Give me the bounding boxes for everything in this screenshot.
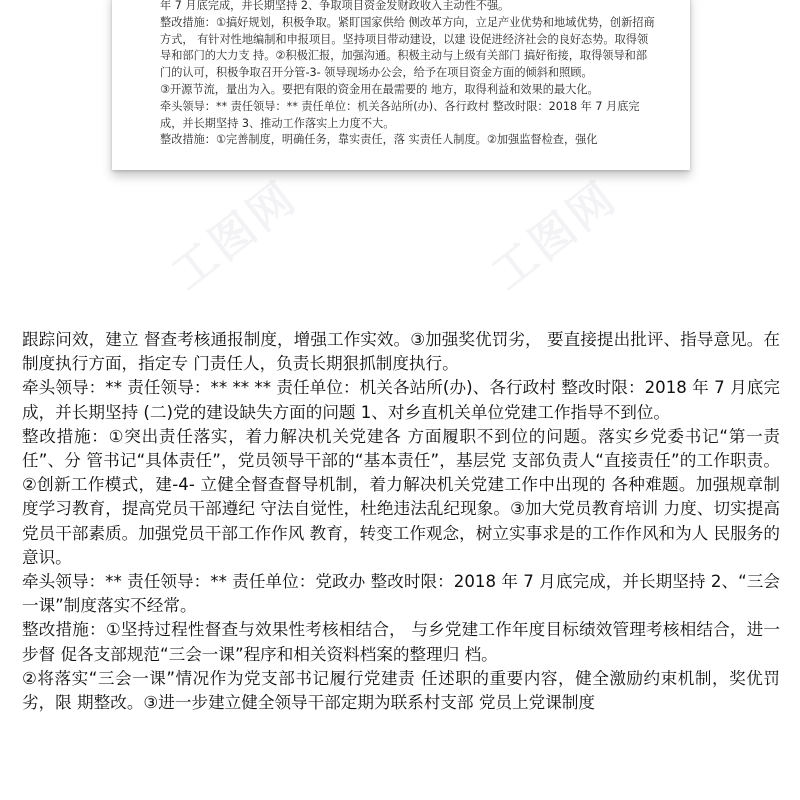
body-paragraph: 跟踪问效，建立 督查考核通报制度，增强工作实效。③加强奖优罚劣， 要直接提出批评、指导意见。在制度执行方面，指定专 门责任人，负责长期狠抓制度执行。 bbox=[22, 330, 780, 374]
preview-paragraph: 整改措施：①完善制度，明确任务，靠实责任，落 实责任人制度。②加强监督检查，强化 bbox=[160, 133, 598, 147]
preview-paragraph: 年 7 月底完成，并长期坚持 2、争取项目资金发财政收入主动性不强。 bbox=[160, 0, 510, 12]
watermark-logo: 工图网 bbox=[482, 171, 628, 300]
body-paragraph: ②将落实“三会一课”情况作为党支部书记履行党建责 任述职的重要内容，健全激励约束机制，奖优罚劣，限 期整改。③进一步建立健全领导干部定期为联系村支部 党员上党课制度 bbox=[22, 668, 780, 713]
watermark-logo: 工图网 bbox=[162, 171, 308, 300]
preview-paragraph: 整改措施：①搞好规划，积极争取。紧盯国家供给 侧改革方向，立足产业优势和地域优势，创新招商方式， 有针对性地编制和申报项目。坚持项目带动建设，以建 设促进经济社会的良好态势。取得领导和部门的大力支 持。②积极汇报，加强沟通。积极主动与上级有关部门 搞好衔接，取得领导和部门的认可，积极争取召开分管-3- 领导现场办公会，给予在项目资金方面的倾斜和照顾。 bbox=[160, 15, 655, 80]
preview-paragraph: ③开源节流，量出为入。要把有限的资金用在最需要的 地方，取得利益和效果的最大化。 bbox=[160, 82, 599, 96]
body-paragraph: 整改措施：①突出责任落实，着力解决机关党建各 方面履职不到位的问题。落实乡党委书记“第一责任”、分 管书记“具体责任”，党员领导干部的“基本责任”，基层党 支部负责人“直接责任”的工作职责。②创新工作模式，建-4- 立健全督查督导机制，着力解决机关党建工作中出现的 各种难题。加强规章制度学习教育，提高党员干部遵纪 守法自觉性，杜绝违法乱纪现象。③加大党员教育培训 力度、切实提高党员干部素质。加强党员干部工作作风 教育，转变工作观念，树立实事求是的工作作风和为人 民服务的意识。 bbox=[22, 426, 780, 567]
document-preview-card bbox=[112, 0, 690, 170]
preview-paragraph: 牵头领导：** 责任领导：** 责任单位：机关各站所(办)、各行政村 整改时限：2018 年 7 月底完成，并长期坚持 3、推动工作落实上力度不大。 bbox=[160, 99, 640, 130]
body-paragraph: 牵头领导：** 责任领导：** 责任单位：党政办 整改时限：2018 年 7 月底完成，并长期坚持 2、“三会一课”制度落实不经常。 bbox=[22, 572, 780, 616]
preview-text-block bbox=[160, 0, 656, 149]
document-body bbox=[22, 328, 780, 715]
body-paragraph: 牵头领导：** 责任领导：** ** ** 责任单位：机关各站所(办)、各行政村 整改时限：2018 年 7 月底完成，并长期坚持 (二)党的建设缺失方面的问题 1、对乡直机关单位党建工作指导不到位。 bbox=[22, 378, 780, 422]
body-paragraph: 整改措施：①坚持过程性督查与效果性考核相结合， 与乡党建工作年度目标绩效管理考核相结合，进一步督 促各支部规范“三会一课”程序和相关资料档案的整理归 档。 bbox=[22, 620, 780, 664]
